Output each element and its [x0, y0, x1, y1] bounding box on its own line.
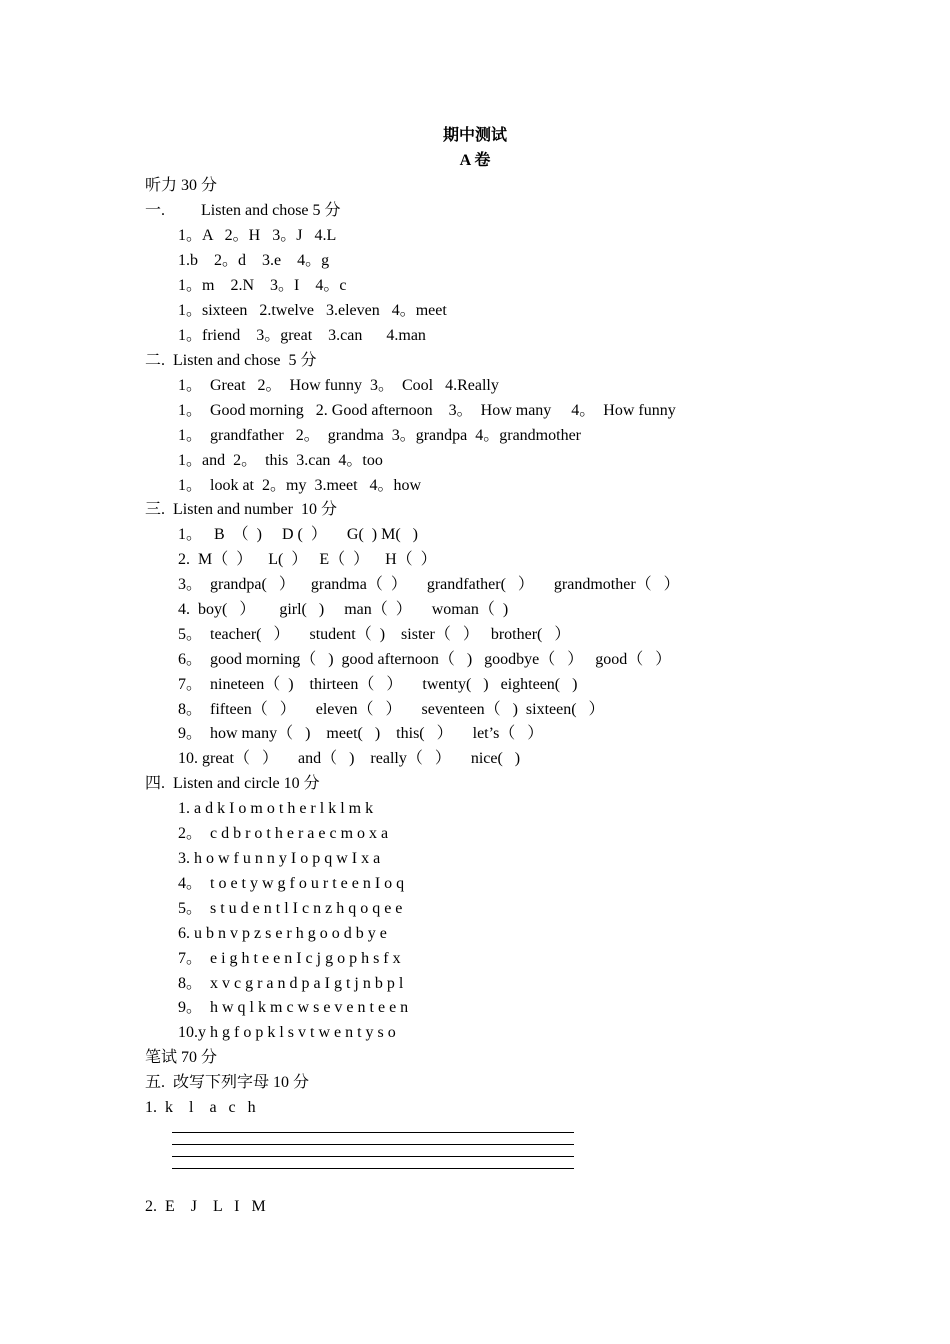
section-4-item: 4。 t o e t y w g f o u r t e e n I o q — [178, 875, 405, 892]
section-4-item: 3. h o w f u n n y I o p q w I x a — [178, 850, 381, 867]
section-1-item: 1。sixteen 2.twelve 3.eleven 4。meet — [178, 302, 447, 319]
section-1-item: 1。m 2.N 3。I 4。c — [178, 277, 347, 294]
section-4-heading: 四. Listen and circle 10 分 — [145, 775, 320, 792]
section-3-item: 9。 how many（ ) meet( ) this( ） let’s（ ） — [178, 725, 544, 742]
section-3-item: 8。 fifteen（ ） eleven（ ） seventeen（ ) sixteen( ） — [178, 701, 605, 718]
section-4-item: 8。 x v c g r a n d p a I g t j n b p l — [178, 975, 404, 992]
section-5-item-2: 2. E J L I M — [145, 1198, 266, 1215]
section-1-item: 1。A 2。H 3。J 4.L — [178, 227, 337, 244]
section-4-item: 6. u b n v p z s e r h g o o d b y e — [178, 925, 387, 942]
section-2-heading: 二. Listen and chose 5 分 — [145, 352, 317, 369]
writing-line — [172, 1132, 574, 1133]
section-1-item: 1.b 2。d 3.e 4。g — [178, 252, 330, 269]
section-4-item: 9。 h w q l k m c w s e v e n t e e n — [178, 999, 409, 1016]
section-1-heading: 一. Listen and chose 5 分 — [145, 202, 341, 219]
page-title: 期中测试 — [442, 127, 507, 144]
section-5-heading: 五. 改写下列字母 10 分 — [145, 1074, 310, 1091]
section-5-item-1: 1. k l a c h — [145, 1099, 256, 1116]
section-4-item: 2。 c d b r o t h e r a e c m o x a — [178, 825, 389, 842]
writing-line — [172, 1168, 574, 1169]
section-2-item: 1。 grandfather 2。 grandma 3。grandpa 4。grandmother — [178, 427, 581, 444]
section-4-item: 7。 e i g h t e e n I c j g o p h s f x — [178, 950, 401, 967]
section-3-item: 1。 B （ ) D ( ） G( ) M( ) — [178, 526, 418, 543]
section-2-item: 1。 Great 2。 How funny 3。 Cool 4.Really — [178, 377, 499, 394]
section-1-item: 1。friend 3。great 3.can 4.man — [178, 327, 426, 344]
section-3-item: 2. M（ ） L( ） E（ ） H（ ） — [178, 551, 437, 568]
written-header: 笔试 70 分 — [145, 1049, 218, 1066]
section-2-item: 1。 Good morning 2. Good afternoon 3。 How many 4。 How funny — [178, 402, 676, 419]
section-3-item: 3。 grandpa( ） grandma（ ） grandfather( ） grandmother（ ） — [178, 576, 680, 593]
section-4-item: 10.y h g f o p k l s v t w e n t y s o — [178, 1024, 396, 1041]
section-3-item: 4. boy( ） girl( ) man（ ） woman（ ) — [178, 601, 509, 618]
section-3-item: 6。 good morning（ ) good afternoon（ ) goodbye（ ） good（ ） — [178, 651, 672, 668]
section-3-item: 7。 nineteen（ ) thirteen（ ） twenty( ) eighteen( ) — [178, 676, 578, 693]
section-3-item: 5。 teacher( ） student（ ) sister（ ） brother( ） — [178, 626, 571, 643]
page-subtitle: A 卷 — [459, 152, 491, 169]
section-3-heading: 三. Listen and number 10 分 — [145, 501, 337, 518]
writing-line — [172, 1156, 574, 1157]
section-2-item: 1。and 2。 this 3.can 4。too — [178, 452, 383, 469]
section-4-item: 1. a d k I o m o t h e r l k l m k — [178, 800, 374, 817]
section-3-item: 10. great（ ） and（ ) really（ ） nice( ) — [178, 750, 521, 767]
section-2-item: 1。 look at 2。my 3.meet 4。how — [178, 477, 422, 494]
section-4-item: 5。 s t u d e n t l I c n z h q o q e e — [178, 900, 403, 917]
writing-line — [172, 1144, 574, 1145]
listening-header: 听力 30 分 — [145, 177, 218, 194]
